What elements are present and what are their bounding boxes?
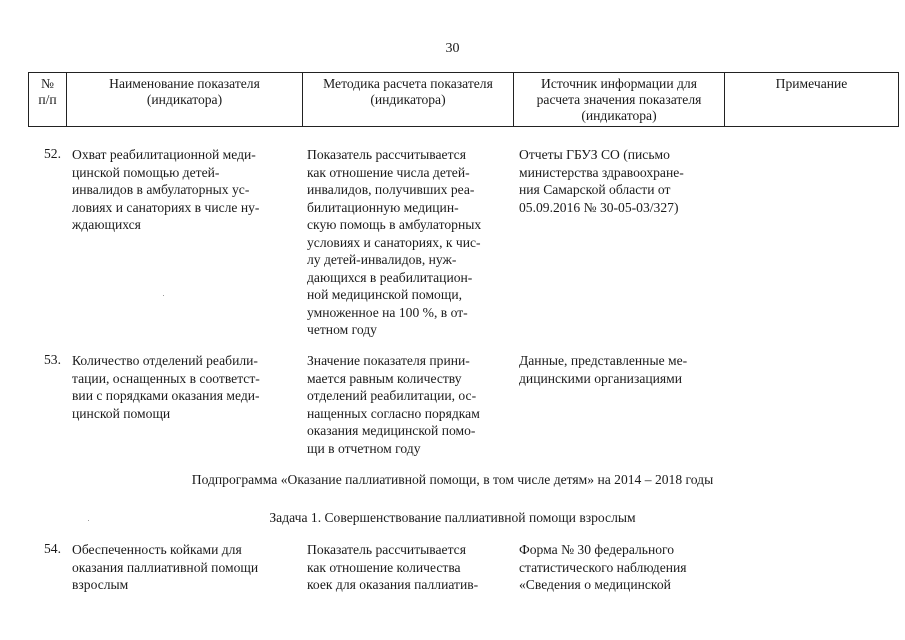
information-source: Отчеты ГБУЗ СО (письмо министерства здравоохране- ния Самарской области от 05.09.2016 № 30-05-03/327) [519,147,684,215]
scan-speck [163,295,164,296]
subprogram-heading: Подпрограмма «Оказание паллиативной помощи, в том числе детям» на 2014 – 2018 годы [191,472,714,487]
calculation-method: Показатель рассчитывается как отношение числа детей- инвалидов, получивших реа- билитационную медицин- скую помощь в амбулаторных условиях и санаториях, к чис- лу детей-инвалидов, нуж- дающихся в реабилитацион- ной медицинской помощи, умноженное на 100 %, в от- четном году [307,147,482,337]
information-source: Форма № 30 федерального статистического наблюдения «Сведения о медицинской [519,542,687,592]
indicator-name: Охват реабилитационной меди- цинской помощью детей- инвалидов в амбулаторных ус- ловиях и санаториях в числе ну- ждающихся [72,147,260,232]
table-header [28,72,899,127]
header-calculation-method: Методика расчета показателя (индикатора) [303,73,514,127]
page-number: 30 [445,41,460,56]
scan-speck [88,520,89,521]
row-number: 54. [44,541,61,556]
indicator-name: Количество отделений реабили- тации, оснащенных в соответст- вии с порядками оказания меди- цинской помощи [72,353,260,421]
header-indicator-name: Наименование показателя (индикатора) [67,73,303,127]
row-number: 52. [44,146,61,161]
calculation-method: Значение показателя прини- мается равным количеству отделений реабилитации, ос- нащенных согласно порядкам оказания медицинской помо- щи в отчетном году [307,353,480,456]
calculation-method: Показатель рассчитывается как отношение количества коек для оказания паллиатив- [307,542,479,592]
row-number: 53. [44,352,61,367]
information-source: Данные, представленные ме- дицинскими организациями [519,353,688,386]
task-heading: Задача 1. Совершенствование паллиативной помощи взрослым [269,510,636,525]
indicator-name: Обеспеченность койками для оказания паллиативной помощи взрослым [72,542,259,592]
header-information-source: Источник информации для расчета значения показателя (индикатора) [514,73,725,127]
header-note: Примечание [725,73,899,127]
header-number: № п/п [29,73,67,127]
